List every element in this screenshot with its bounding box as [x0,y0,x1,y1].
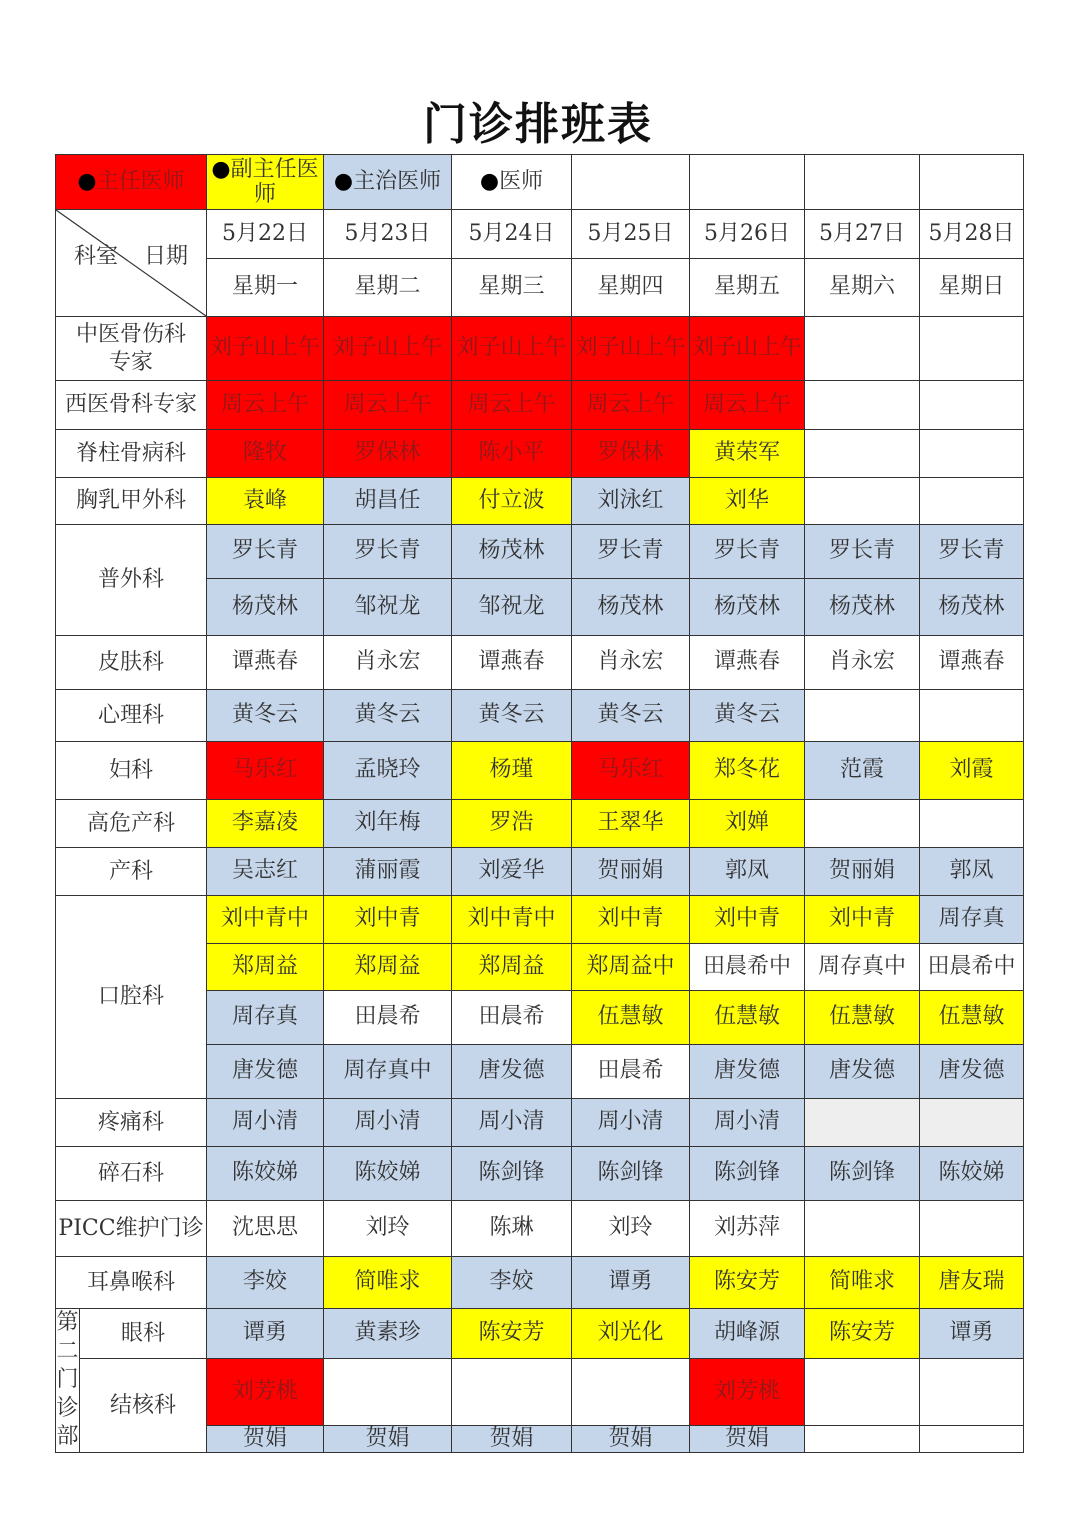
schedule-cell: 周云上午 [207,381,324,430]
schedule-cell: 刘子山上午 [452,317,572,381]
weekday-header: 星期二 [324,259,452,317]
schedule-cell: 吴志红 [207,848,324,896]
schedule-cell: 罗保林 [324,430,452,478]
schedule-cell: 杨茂林 [805,579,920,636]
schedule-cell [805,1359,920,1426]
schedule-row [56,636,1024,690]
department-name: 高危产科 [56,800,207,848]
date-header: 5月25日 [572,210,690,259]
schedule-row [56,800,1024,848]
corner-dept-label: 科室 [74,244,119,269]
schedule-cell: 刘子山上午 [572,317,690,381]
schedule-cell: 郭凤 [690,848,805,896]
corner-header [56,210,207,317]
schedule-cell [805,430,920,478]
schedule-cell: 简唯求 [805,1257,920,1309]
department-name: 产科 [56,848,207,896]
schedule-row [56,381,1024,430]
schedule-cell: 唐发德 [452,1045,572,1099]
empty-cell [572,155,690,210]
schedule-cell: 杨茂林 [920,579,1024,636]
schedule-cell: 谭燕春 [920,636,1024,690]
schedule-cell: 郑周益 [324,944,452,991]
schedule-cell: 刘中青 [572,896,690,944]
schedule-cell: 郑周益 [452,944,572,991]
empty-cell [920,155,1024,210]
schedule-cell: 罗保林 [572,430,690,478]
schedule-cell: 周云上午 [324,381,452,430]
schedule-cell [572,1359,690,1426]
schedule-cell: 伍慧敏 [690,991,805,1045]
schedule-cell: 田晨希中 [690,944,805,991]
schedule-cell: 肖永宏 [805,636,920,690]
schedule-cell: 陈安芳 [690,1257,805,1309]
schedule-cell: 李嘉凌 [207,800,324,848]
schedule-cell: 贺丽娟 [805,848,920,896]
schedule-cell [805,478,920,525]
schedule-row [56,896,1024,944]
bullet-icon: ● [211,156,231,182]
schedule-cell: 黄冬云 [572,690,690,742]
empty-cell [690,155,805,210]
schedule-cell [920,800,1024,848]
schedule-cell: 周云上午 [690,381,805,430]
schedule-cell: 罗浩 [452,800,572,848]
schedule-cell: 刘中青 [690,896,805,944]
schedule-cell: 李姣 [452,1257,572,1309]
date-header: 5月27日 [805,210,920,259]
legend-label: 主任医师 [96,169,185,195]
schedule-cell: 周存真中 [324,1045,452,1099]
schedule-cell: 杨茂林 [207,579,324,636]
weekday-header: 星期四 [572,259,690,317]
schedule-row [56,1359,1024,1426]
schedule-cell: 孟晓玲 [324,742,452,800]
schedule-cell: 胡昌任 [324,478,452,525]
schedule-row [56,1201,1024,1257]
schedule-cell: 周小清 [572,1099,690,1147]
schedule-cell: 周存真中 [805,944,920,991]
schedule-cell [920,1425,1024,1452]
legend-label: 主治医师 [353,169,442,195]
schedule-cell: 贺娟 [690,1425,805,1452]
schedule-cell: 郑冬花 [690,742,805,800]
schedule-cell [805,800,920,848]
schedule-cell: 谭燕春 [452,636,572,690]
date-header: 5月24日 [452,210,572,259]
schedule-row [56,1099,1024,1147]
schedule-cell: 胡峰源 [690,1309,805,1359]
schedule-cell: 贺娟 [207,1425,324,1452]
page-title: 门诊排班表 [423,99,653,150]
schedule-cell: 肖永宏 [324,636,452,690]
legend-row [56,155,1024,210]
schedule-cell: 罗长青 [805,525,920,579]
schedule-cell: 郑周益中 [572,944,690,991]
department-name: 胸乳甲外科 [56,478,207,525]
schedule-cell: 黄荣军 [690,430,805,478]
schedule-cell [805,690,920,742]
department-name: 西医骨科专家 [56,381,207,430]
schedule-cell: 沈思思 [207,1201,324,1257]
schedule-cell: 周存真 [207,991,324,1045]
department-name: 中医骨伤科 专家 [56,317,207,381]
schedule-cell: 谭燕春 [690,636,805,690]
schedule-cell: 贺娟 [572,1425,690,1452]
schedule-cell: 简唯求 [324,1257,452,1309]
schedule-cell [805,1425,920,1452]
schedule-cell [920,381,1024,430]
schedule-cell: 王翠华 [572,800,690,848]
empty-cell [805,155,920,210]
legend-label: 医师 [499,168,544,194]
schedule-cell: 田晨希 [324,991,452,1045]
schedule-cell: 罗长青 [690,525,805,579]
schedule-cell: 马乐红 [572,742,690,800]
schedule-cell: 刘婵 [690,800,805,848]
schedule-cell: 杨茂林 [690,579,805,636]
schedule-cell [805,1201,920,1257]
schedule-cell: 邹祝龙 [324,579,452,636]
schedule-cell: 陈姣娣 [920,1147,1024,1201]
schedule-cell: 郭凤 [920,848,1024,896]
schedule-cell: 伍慧敏 [805,991,920,1045]
department-name: 耳鼻喉科 [56,1257,207,1309]
schedule-cell: 谭勇 [207,1309,324,1359]
department-name: 结核科 [80,1359,207,1453]
department-name: PICC维护门诊 [56,1201,207,1257]
schedule-cell [920,317,1024,381]
schedule-cell: 刘光化 [572,1309,690,1359]
schedule-cell: 唐发德 [207,1045,324,1099]
schedule-cell: 刘中青中 [207,896,324,944]
schedule-cell: 田晨希 [572,1045,690,1099]
schedule-cell: 杨茂林 [572,579,690,636]
bullet-icon: ● [77,169,97,195]
schedule-cell: 罗长青 [572,525,690,579]
schedule-cell: 刘子山上午 [690,317,805,381]
department-name: 眼科 [80,1309,207,1359]
schedule-cell: 陈剑锋 [690,1147,805,1201]
schedule-cell: 谭勇 [920,1309,1024,1359]
department-name: 普外科 [56,525,207,636]
schedule-cell: 刘爱华 [452,848,572,896]
schedule-cell: 刘玲 [572,1201,690,1257]
weekday-header: 星期一 [207,259,324,317]
schedule-cell: 刘苏萍 [690,1201,805,1257]
schedule-cell: 刘玲 [324,1201,452,1257]
schedule-cell: 刘泳红 [572,478,690,525]
schedule-cell: 伍慧敏 [572,991,690,1045]
schedule-cell: 刘子山上午 [207,317,324,381]
schedule-cell: 隆牧 [207,430,324,478]
schedule-cell: 黄冬云 [452,690,572,742]
schedule-cell: 陈姣娣 [324,1147,452,1201]
schedule-cell: 陈琳 [452,1201,572,1257]
schedule-cell: 周云上午 [572,381,690,430]
schedule-cell: 陈剑锋 [572,1147,690,1201]
schedule-cell: 陈剑锋 [452,1147,572,1201]
schedule-cell [805,1099,920,1147]
schedule-cell: 黄冬云 [207,690,324,742]
schedule-cell: 周小清 [324,1099,452,1147]
schedule-cell: 周存真 [920,896,1024,944]
schedule-row [56,317,1024,381]
schedule-cell: 贺娟 [452,1425,572,1452]
weekday-header: 星期三 [452,259,572,317]
bullet-icon: ● [333,169,354,195]
schedule-cell: 杨茂林 [452,525,572,579]
schedule-cell: 刘华 [690,478,805,525]
schedule-cell: 刘年梅 [324,800,452,848]
schedule-cell [920,430,1024,478]
schedule-cell: 田晨希中 [920,944,1024,991]
schedule-cell: 肖永宏 [572,636,690,690]
bullet-icon: ● [479,168,500,194]
schedule-table [55,154,1024,1453]
schedule-cell: 伍慧敏 [920,991,1024,1045]
schedule-cell: 周小清 [207,1099,324,1147]
schedule-cell: 刘子山上午 [324,317,452,381]
schedule-cell: 周云上午 [452,381,572,430]
schedule-cell: 黄素珍 [324,1309,452,1359]
date-header: 5月22日 [207,210,324,259]
schedule-row [56,1147,1024,1201]
schedule-cell: 陈小平 [452,430,572,478]
schedule-cell [920,1359,1024,1426]
schedule-cell [805,381,920,430]
schedule-cell: 付立波 [452,478,572,525]
schedule-cell: 罗长青 [207,525,324,579]
schedule-cell: 马乐红 [207,742,324,800]
schedule-row [56,742,1024,800]
schedule-cell: 陈安芳 [805,1309,920,1359]
department-name: 疼痛科 [56,1099,207,1147]
date-header: 5月26日 [690,210,805,259]
date-row [56,210,1024,259]
legend-item [56,155,207,210]
schedule-cell: 邹祝龙 [452,579,572,636]
schedule-cell: 刘中青 [805,896,920,944]
legend-item [324,155,452,210]
schedule-row [56,1257,1024,1309]
schedule-cell: 黄冬云 [324,690,452,742]
schedule-row [56,690,1024,742]
schedule-cell: 范霞 [805,742,920,800]
schedule-cell [920,478,1024,525]
schedule-cell: 贺丽娟 [572,848,690,896]
schedule-cell: 周小清 [690,1099,805,1147]
schedule-cell [805,317,920,381]
corner-date-label: 日期 [144,244,189,269]
schedule-row [56,478,1024,525]
schedule-cell: 黄冬云 [690,690,805,742]
schedule-cell: 唐友瑞 [920,1257,1024,1309]
schedule-cell: 李姣 [207,1257,324,1309]
date-header: 5月28日 [920,210,1024,259]
schedule-cell: 郑周益 [207,944,324,991]
weekday-header: 星期六 [805,259,920,317]
department-name: 碎石科 [56,1147,207,1201]
department-name: 皮肤科 [56,636,207,690]
schedule-cell: 谭勇 [572,1257,690,1309]
schedule-cell: 陈姣娣 [207,1147,324,1201]
schedule-cell: 唐发德 [690,1045,805,1099]
schedule-cell [452,1359,572,1426]
schedule-cell: 罗长青 [920,525,1024,579]
schedule-cell: 刘中青中 [452,896,572,944]
schedule-cell: 刘芳桃 [690,1359,805,1426]
legend-item [452,155,572,210]
schedule-cell: 唐发德 [920,1045,1024,1099]
schedule-row [56,1309,1024,1359]
date-header: 5月23日 [324,210,452,259]
schedule-cell: 陈安芳 [452,1309,572,1359]
weekday-header: 星期日 [920,259,1024,317]
department-name: 心理科 [56,690,207,742]
schedule-cell: 杨瑾 [452,742,572,800]
schedule-cell [920,1099,1024,1147]
second-clinic-label: 第二门诊部 [56,1309,80,1453]
legend-label: 副主任医师 [230,156,319,207]
schedule-row [56,848,1024,896]
schedule-row [56,525,1024,579]
schedule-cell [324,1359,452,1426]
weekday-header: 星期五 [690,259,805,317]
schedule-cell: 谭燕春 [207,636,324,690]
schedule-cell: 田晨希 [452,991,572,1045]
schedule-cell: 周小清 [452,1099,572,1147]
schedule-cell [920,690,1024,742]
schedule-cell: 陈剑锋 [805,1147,920,1201]
schedule-cell [920,1201,1024,1257]
department-name: 妇科 [56,742,207,800]
schedule-cell: 唐发德 [805,1045,920,1099]
legend-item [207,155,324,210]
schedule-cell: 刘芳桃 [207,1359,324,1426]
schedule-cell: 袁峰 [207,478,324,525]
schedule-cell: 刘中青 [324,896,452,944]
department-name: 脊柱骨病科 [56,430,207,478]
schedule-cell: 罗长青 [324,525,452,579]
department-name: 口腔科 [56,896,207,1099]
schedule-cell: 贺娟 [324,1425,452,1452]
schedule-cell: 蒲丽霞 [324,848,452,896]
schedule-row [56,430,1024,478]
schedule-cell: 刘霞 [920,742,1024,800]
